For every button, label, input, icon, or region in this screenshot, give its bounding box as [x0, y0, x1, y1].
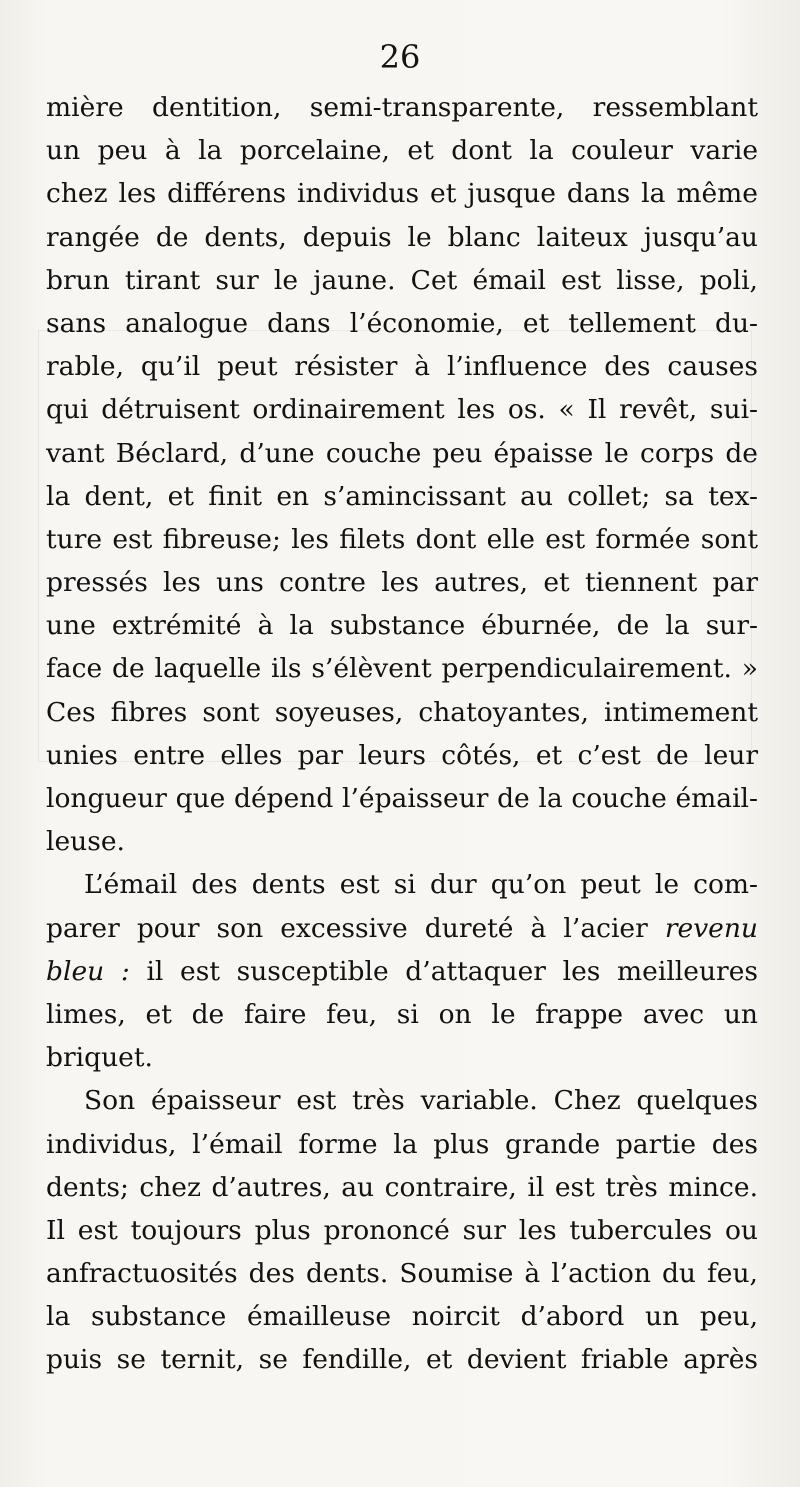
- text-line: briquet.: [46, 1042, 153, 1074]
- text-line: dents; chez d’autres, au contraire, il est très mince.: [46, 1171, 758, 1203]
- text-line: L’émail des dents est si dur qu’on peut le com-: [84, 869, 758, 901]
- text-line: unies entre elles par leurs côtés, et c’est de leur: [46, 739, 758, 771]
- text-line: pressés les uns contre les autres, et tiennent par: [46, 567, 758, 599]
- body-text: [46, 86, 758, 1382]
- text-line: rangée de dents, depuis le blanc laiteux jusqu’au: [46, 221, 758, 253]
- text-line: mière dentition, semi-transparente, ressemblant: [46, 92, 758, 123]
- text-line: individus, l’émail forme la plus grande partie des: [46, 1128, 758, 1160]
- text-line: une extrémité à la substance éburnée, de la sur-: [46, 610, 758, 642]
- text-line: Ces fibres sont soyeuses, chatoyantes, intimement: [46, 696, 758, 728]
- text-line: Il est toujours plus prononcé sur les tubercules ou: [46, 1214, 758, 1246]
- text-line: anfractuosités des dents. Soumise à l’action du feu,: [46, 1258, 758, 1290]
- text-line: bleu : il est susceptible d’attaquer les meilleures: [46, 955, 758, 987]
- text-line: ture est fibreuse; les filets dont elle est formée sont: [46, 523, 758, 555]
- text-line: vant Béclard, d’une couche peu épaisse le corps de: [46, 437, 758, 469]
- text-line: parer pour son excessive dureté à l’acier revenu: [46, 912, 758, 944]
- text-line: sans analogue dans l’économie, et tellement du-: [46, 307, 758, 339]
- text-line: limes, et de faire feu, si on le frappe avec un: [46, 998, 758, 1030]
- text-line: rable, qu’il peut résister à l’influence des causes: [46, 351, 758, 383]
- text-line: qui détruisent ordinairement les os. « Il revêt, sui-: [46, 394, 758, 426]
- text-line: puis se ternit, se fendille, et devient friable après: [46, 1344, 758, 1376]
- text-line: Son épaisseur est très variable. Chez quelques: [84, 1085, 758, 1117]
- text-line: longueur que dépend l’épaisseur de la couche émail-: [46, 783, 758, 814]
- text-line: la dent, et finit en s’amincissant au collet; sa tex-: [46, 480, 758, 512]
- text-line: la substance émailleuse noircit d’abord un peu,: [46, 1301, 758, 1333]
- text-line: leuse.: [46, 826, 125, 858]
- text-line: brun tirant sur le jaune. Cet émail est lisse, poli,: [46, 264, 758, 296]
- text-line: chez les différens individus et jusque dans la même: [46, 178, 758, 210]
- text-line: un peu à la porcelaine, et dont la couleur varie: [46, 135, 758, 167]
- text-line: face de laquelle ils s’élèvent perpendiculairement. »: [46, 653, 758, 685]
- page-number: 26: [379, 38, 421, 76]
